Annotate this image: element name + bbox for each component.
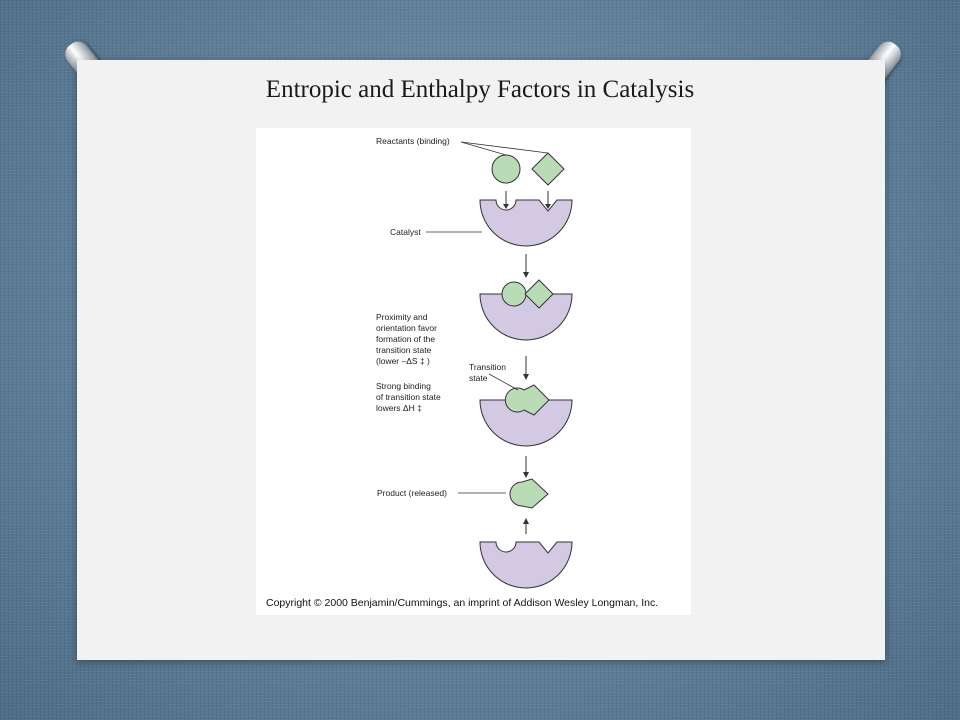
leader-line-reactant-diamond: [461, 142, 548, 153]
step-arrow-1: [523, 254, 529, 278]
catalyst-transition-state: [480, 374, 572, 446]
catalyst-empty: [426, 200, 572, 246]
label-proximity: Proximity and orientation favor formation of the transition state (lower –ΔS ‡ ): [376, 312, 437, 366]
product-shape: [510, 479, 548, 508]
reactant-circle: [492, 155, 520, 183]
label-product: Product (released): [377, 488, 447, 498]
step-arrow-3: [523, 456, 529, 478]
label-reactants: Reactants (binding): [376, 136, 450, 146]
label-catalyst: Catalyst: [390, 227, 421, 237]
product-group: [458, 479, 548, 508]
slide-title: Entropic and Enthalpy Factors in Catalysis: [265, 76, 695, 103]
reactants-group: [461, 142, 564, 185]
leader-line-reactant-circle: [461, 142, 506, 155]
reactant-diamond: [532, 153, 564, 185]
catalyst-released: [480, 542, 572, 588]
bound-circle: [502, 282, 526, 306]
catalyst-bound: [480, 280, 572, 340]
release-arrow: [523, 518, 529, 534]
catalysis-figure: [256, 128, 691, 615]
label-strong-binding: Strong binding of transition state lowers ΔH ‡: [376, 381, 441, 413]
copyright-notice: Copyright © 2000 Benjamin/Cummings, an imprint of Addison Wesley Longman, Inc.: [266, 597, 659, 609]
step-arrow-2: [523, 356, 529, 380]
label-transition-state: Transition state: [469, 362, 507, 383]
